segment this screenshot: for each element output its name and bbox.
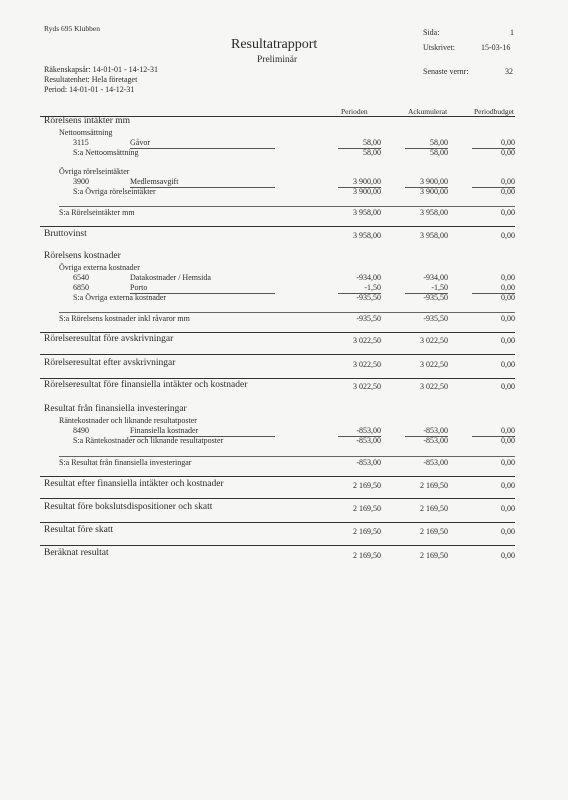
group-external-costs: Övriga externa kostnader	[59, 263, 140, 272]
value-period: 2 169,50	[353, 551, 381, 560]
value-period: -935,50	[356, 293, 381, 302]
table-row	[0, 525, 568, 537]
table-row	[0, 314, 568, 326]
value-accumulated: -935,50	[423, 314, 448, 323]
value-period: 3 022,50	[353, 336, 381, 345]
value-accumulated: 3 022,50	[420, 360, 448, 369]
subtotal-name: S:a Rörelsens kostnader inkl råvaror mm	[59, 314, 190, 323]
group-interest-costs: Räntekostnader och liknande resultatposter	[59, 416, 197, 425]
table-row	[0, 293, 568, 305]
section-divider	[40, 378, 515, 379]
group-other-income: Övriga rörelseintäkter	[59, 167, 130, 176]
value-budget: 0,00	[501, 283, 515, 292]
value-accumulated: 2 169,50	[420, 551, 448, 560]
report-subtitle: Preliminär	[257, 55, 298, 65]
section-divider	[59, 456, 515, 457]
value-budget: 0,00	[501, 504, 515, 513]
value-budget: 0,00	[501, 177, 515, 186]
value-period: -853,00	[356, 436, 381, 445]
period: Period: 14-01-01 - 14-12-31	[44, 85, 135, 94]
account-code: 3900	[73, 177, 89, 186]
value-budget: 0,00	[501, 208, 515, 217]
table-row	[0, 229, 568, 241]
table-row	[0, 334, 568, 346]
subtotal-name: S:a Resultat från finansiella investeringar	[59, 458, 192, 467]
page-label: Sida:	[423, 28, 440, 37]
value-accumulated: 3 900,00	[420, 187, 448, 196]
section-financial-title: Resultat från finansiella investeringar	[44, 404, 187, 414]
section-divider	[40, 332, 515, 333]
value-period: 2 169,50	[353, 504, 381, 513]
value-budget: 0,00	[501, 527, 515, 536]
value-budget: 0,00	[501, 336, 515, 345]
report-title: Resultatrapport	[231, 37, 318, 52]
value-budget: 0,00	[501, 481, 515, 490]
value-period: 58,00	[363, 148, 381, 157]
account-code: 8490	[73, 426, 89, 435]
value-accumulated: 2 169,50	[420, 504, 448, 513]
section-divider	[40, 498, 515, 499]
value-period: 58,00	[363, 138, 381, 147]
latest-ver-number: 32	[505, 67, 513, 76]
group-net-sales: Nettoomsättning	[59, 128, 113, 137]
value-accumulated: -853,00	[423, 426, 448, 435]
table-row	[0, 380, 568, 392]
table-row	[0, 479, 568, 491]
value-budget: 0,00	[501, 551, 515, 560]
value-accumulated: -934,00	[423, 273, 448, 282]
value-budget: 0,00	[501, 360, 515, 369]
account-name: Porto	[130, 283, 148, 292]
value-period: 3 900,00	[353, 177, 381, 186]
value-period: -1,50	[364, 283, 381, 292]
col-accumulated-header: Ackumulerat	[408, 107, 448, 116]
value-accumulated: -935,50	[423, 293, 448, 302]
table-row	[0, 208, 568, 220]
section-divider	[40, 545, 515, 546]
total-name: Rörelseresultat före finansiella intäkter och kostnader	[44, 380, 248, 390]
value-period: -853,00	[356, 426, 381, 435]
value-budget: 0,00	[501, 148, 515, 157]
subtotal-name: S:a Nettoomsättning	[73, 148, 139, 157]
value-accumulated: 3 022,50	[420, 336, 448, 345]
total-name: Resultat före skatt	[44, 525, 114, 535]
value-accumulated: 3 958,00	[420, 231, 448, 240]
value-accumulated: -853,00	[423, 458, 448, 467]
value-accumulated: -1,50	[431, 283, 448, 292]
value-period: 3 958,00	[353, 231, 381, 240]
section-costs-title: Rörelsens kostnader	[44, 251, 121, 261]
value-accumulated: 58,00	[430, 138, 448, 147]
value-period: 2 169,50	[353, 527, 381, 536]
value-budget: 0,00	[501, 436, 515, 445]
value-budget: 0,00	[501, 426, 515, 435]
total-name: Resultat efter finansiella intäkter och kostnader	[44, 479, 224, 489]
value-budget: 0,00	[501, 314, 515, 323]
value-accumulated: 58,00	[430, 148, 448, 157]
printed-date: 15-03-16	[481, 43, 511, 52]
value-budget: 0,00	[501, 187, 515, 196]
section-divider	[40, 522, 515, 523]
section-divider	[59, 312, 515, 313]
account-name: Finansiella kostnader	[130, 426, 199, 435]
value-budget: 0,00	[501, 293, 515, 302]
value-accumulated: 2 169,50	[420, 527, 448, 536]
page-number: 1	[510, 28, 514, 37]
table-row	[0, 502, 568, 514]
account-name: Datakostnader / Hemsida	[130, 273, 211, 282]
value-period: 3 022,50	[353, 360, 381, 369]
value-period: -934,00	[356, 273, 381, 282]
value-period: -853,00	[356, 458, 381, 467]
latest-ver-label: Senaste vernr:	[423, 67, 469, 76]
section-revenue-title: Rörelsens intäkter mm	[44, 116, 131, 126]
value-accumulated: -853,00	[423, 436, 448, 445]
subtotal-name: S:a Övriga rörelseintäkter	[73, 187, 156, 196]
total-name: Beräknat resultat	[44, 548, 109, 558]
total-name: Rörelseresultat efter avskrivningar	[44, 358, 176, 368]
table-row	[0, 458, 568, 470]
value-budget: 0,00	[501, 231, 515, 240]
value-accumulated: 3 958,00	[420, 208, 448, 217]
value-period: 3 900,00	[353, 187, 381, 196]
printed-label: Utskrivet:	[423, 43, 455, 52]
table-row	[0, 148, 568, 160]
value-accumulated: 3 022,50	[420, 382, 448, 391]
subtotal-name: S:a Rörelseintäkter mm	[59, 208, 135, 217]
value-budget: 0,00	[501, 382, 515, 391]
value-period: 3 022,50	[353, 382, 381, 391]
account-code: 6850	[73, 283, 89, 292]
table-row	[0, 187, 568, 199]
table-row	[0, 548, 568, 560]
table-row	[0, 436, 568, 448]
col-period-header: Perioden	[341, 107, 368, 116]
table-row	[0, 358, 568, 370]
section-divider	[40, 226, 515, 227]
subtotal-name: S:a Övriga externa kostnader	[73, 293, 167, 302]
account-name: Medlemsavgift	[130, 177, 179, 186]
club-name: Ryds 695 Klubben	[44, 24, 100, 33]
total-name: Bruttovinst	[44, 229, 87, 239]
total-name: Rörelseresultat före avskrivningar	[44, 334, 174, 344]
value-budget: 0,00	[501, 138, 515, 147]
value-accumulated: 3 900,00	[420, 177, 448, 186]
value-period: -935,50	[356, 314, 381, 323]
value-period: 3 958,00	[353, 208, 381, 217]
section-divider	[40, 354, 515, 355]
total-name: Resultat före bokslutsdispositioner och skatt	[44, 502, 213, 512]
section-divider	[59, 206, 515, 207]
value-budget: 0,00	[501, 458, 515, 467]
value-budget: 0,00	[501, 273, 515, 282]
value-accumulated: 2 169,50	[420, 481, 448, 490]
col-budget-header: Periodbudget	[474, 107, 514, 116]
section-divider	[40, 476, 515, 477]
subtotal-name: S:a Räntekostnader och liknande resultatposter	[73, 436, 224, 445]
result-unit: Resultatenhet: Hela företaget	[44, 75, 138, 84]
account-code: 3115	[73, 138, 89, 147]
fiscal-year: Räkenskapsår: 14-01-01 - 14-12-31	[44, 65, 158, 74]
account-name: Gåvor	[130, 138, 150, 147]
account-code: 6540	[73, 273, 89, 282]
value-period: 2 169,50	[353, 481, 381, 490]
